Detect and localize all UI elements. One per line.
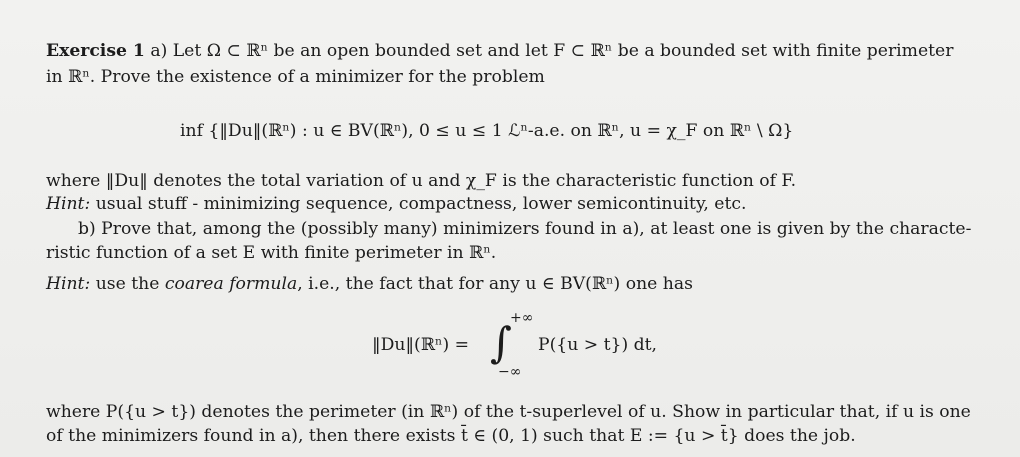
hint-a-label: Hint: xyxy=(46,194,91,214)
coarea-rhs: P({u > t}) dt, xyxy=(538,335,657,355)
hint-a xyxy=(46,193,746,215)
coarea-formula-display xyxy=(372,310,692,380)
exercise-line-1 xyxy=(46,40,953,62)
hint-b xyxy=(46,273,693,295)
hint-b-text-b: , i.e., the fact that for any u ∈ BV(ℝⁿ) one has xyxy=(297,274,693,294)
part-b-line-2: ristic function of a set E with finite perimeter in ℝⁿ. xyxy=(46,243,497,263)
integral-lower-limit: −∞ xyxy=(498,364,522,380)
minimization-problem-formula: inf {‖Du‖(ℝⁿ) : u ∈ BV(ℝⁿ), 0 ≤ u ≤ 1 ℒⁿ-a.e. on ℝⁿ, u = χ_F on ℝⁿ \ Ω} xyxy=(180,121,794,141)
exercise-line-6: where P({u > t}) denotes the perimeter (in ℝⁿ) of the t-superlevel of u. Show in particular that, if u is one xyxy=(46,402,971,422)
exercise-line-3: where ‖Du‖ denotes the total variation of u and χ_F is the characteristic function of F. xyxy=(46,171,797,191)
exercise-heading: Exercise 1 xyxy=(46,41,145,61)
exercise-line-7: of the minimizers found in a), then there exists t̄ ∈ (0, 1) such that E := {u > t̄} does the job. xyxy=(46,426,856,446)
coarea-lhs: ‖Du‖(ℝⁿ) = xyxy=(372,335,470,355)
part-a-intro: a) Let Ω ⊂ ℝⁿ be an open bounded set and let F ⊂ ℝⁿ be a bounded set with finite perimeter xyxy=(144,41,954,61)
integral-sign: ∫ xyxy=(490,318,512,367)
coarea-formula-term: coarea formula xyxy=(164,274,298,294)
exercise-line-2: in ℝⁿ. Prove the existence of a minimizer for the problem xyxy=(46,67,545,87)
hint-b-label: Hint: xyxy=(46,274,91,294)
part-b-line-1: b) Prove that, among the (possibly many) minimizers found in a), at least one is given by the characte- xyxy=(78,219,972,239)
hint-b-text-a: use the xyxy=(90,274,165,294)
integral-upper-limit: +∞ xyxy=(510,310,534,326)
hint-a-text: usual stuff - minimizing sequence, compactness, lower semicontinuity, etc. xyxy=(90,194,747,214)
